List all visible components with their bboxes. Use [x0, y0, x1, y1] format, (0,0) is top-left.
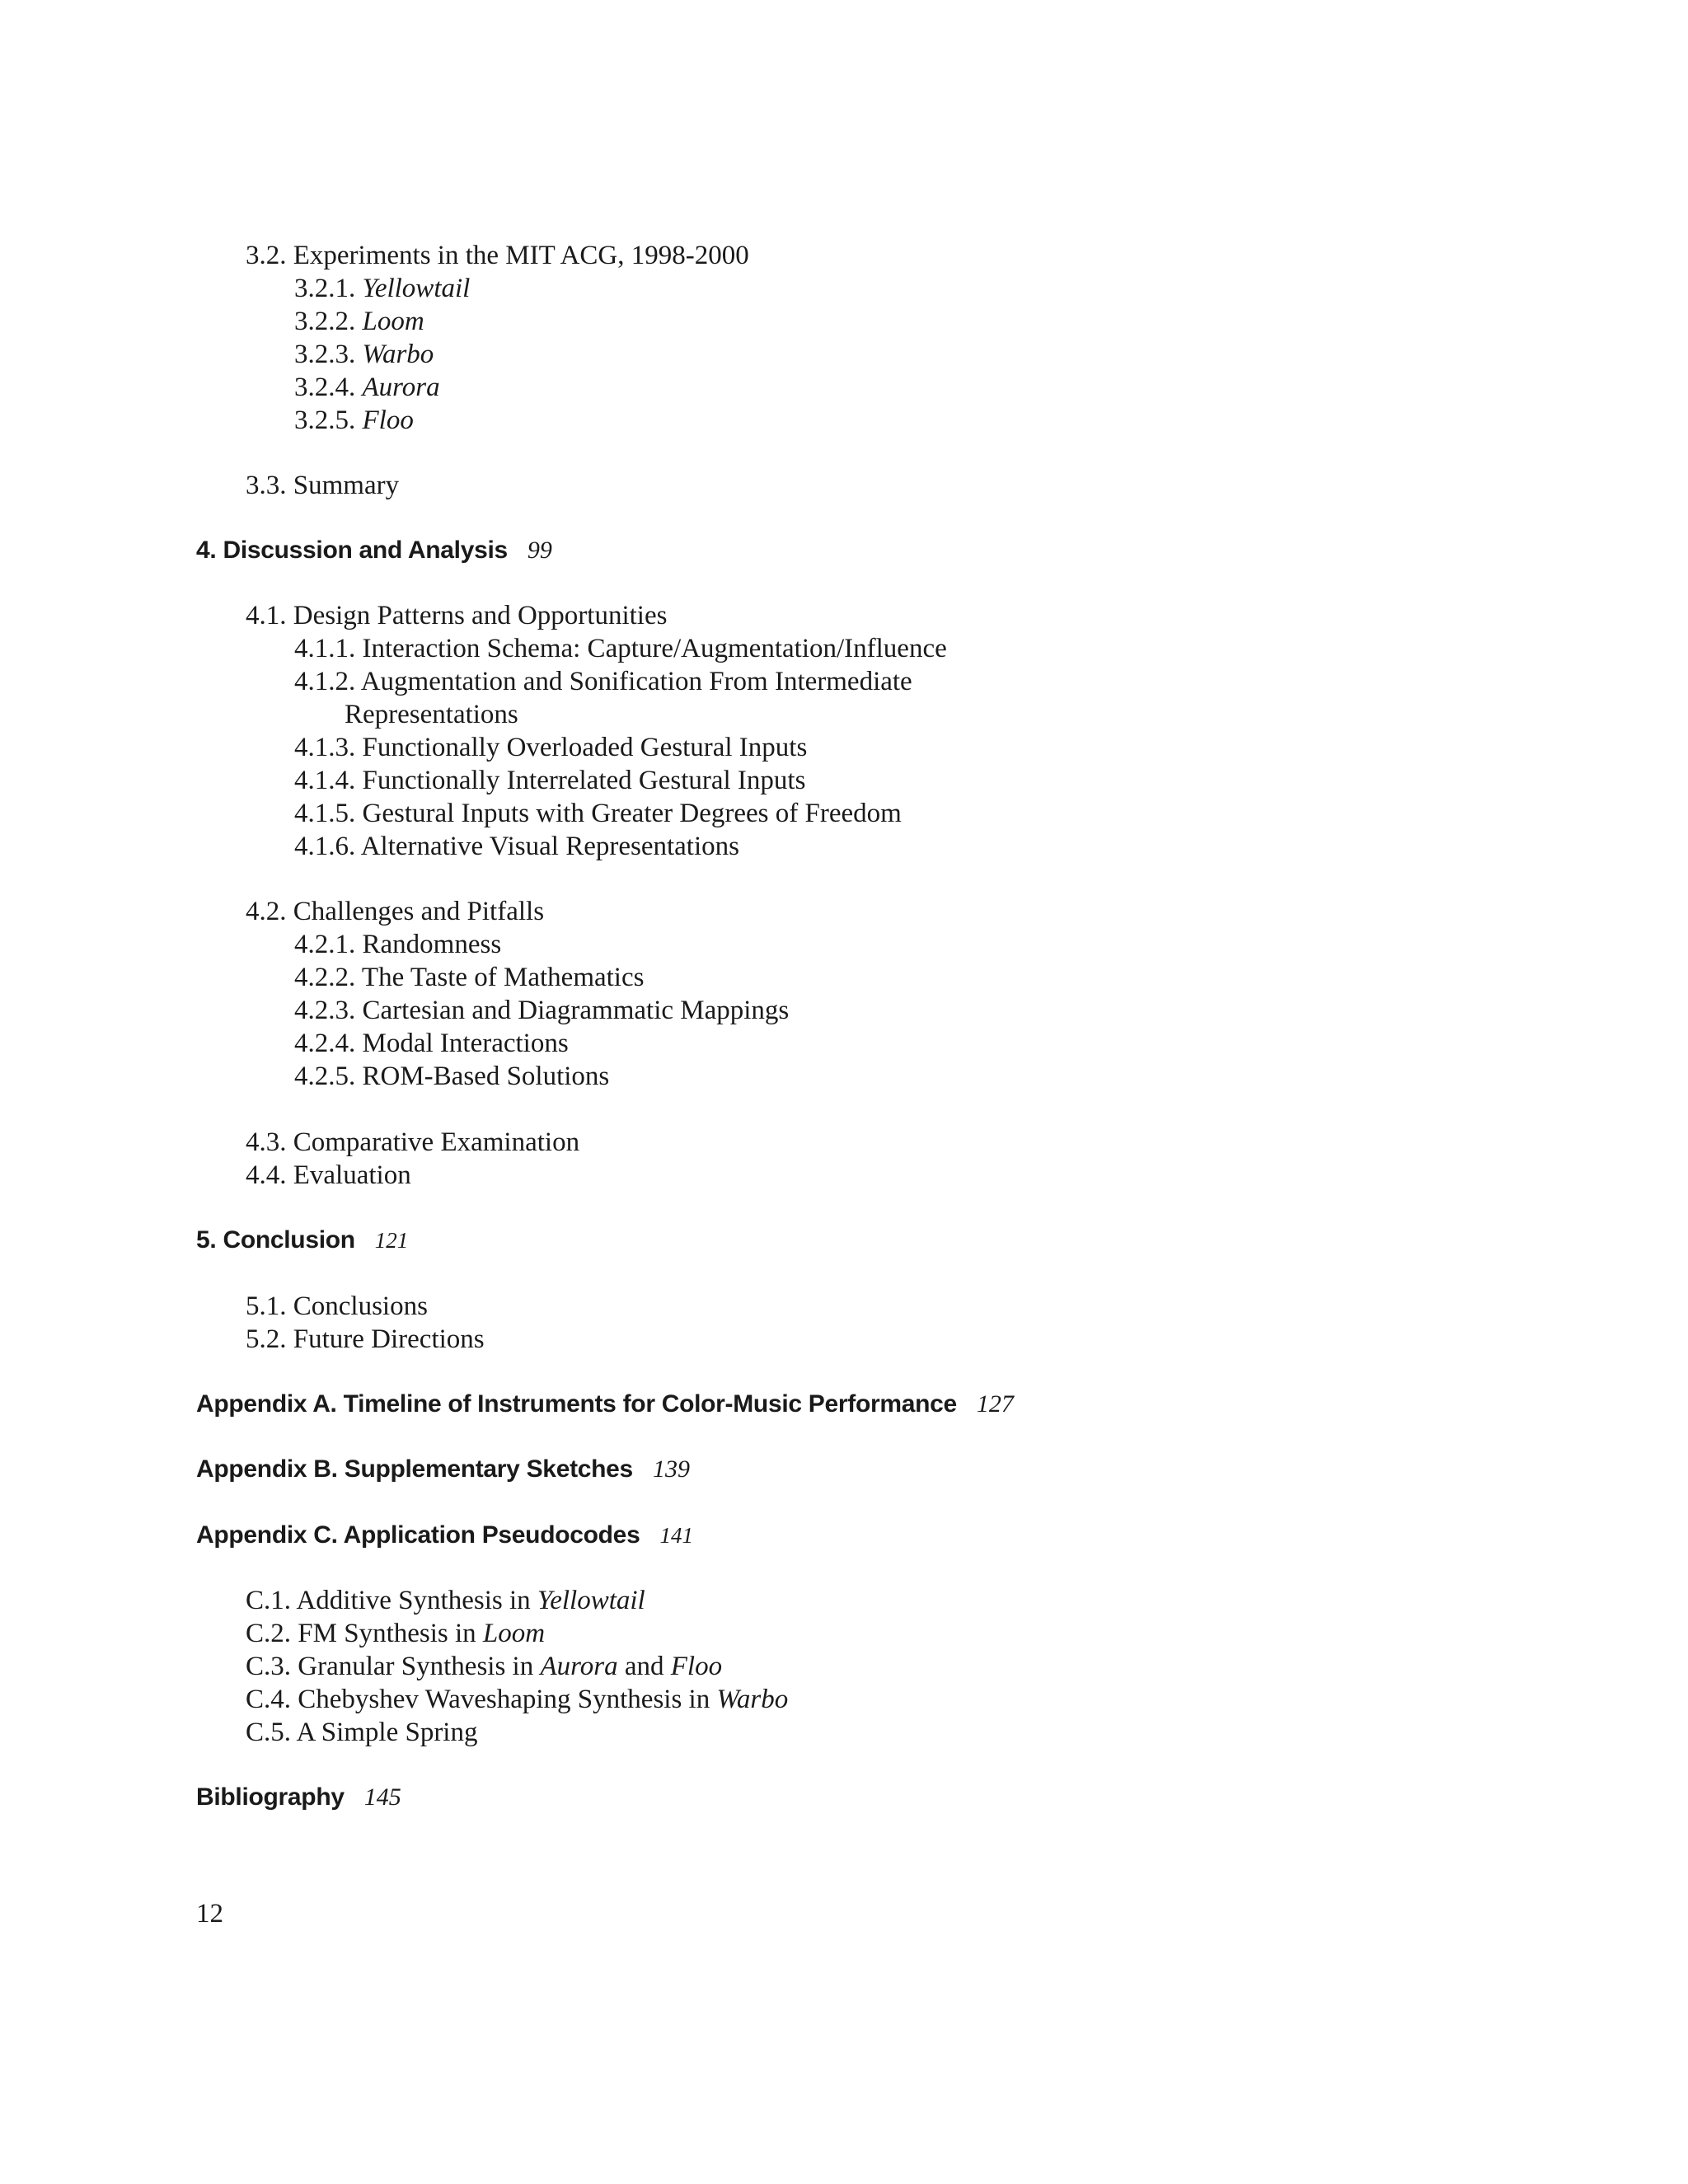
section-number: 4.1.2.: [294, 667, 356, 696]
chapter-title: 4. Discussion and Analysis: [196, 537, 508, 564]
section-number: 4.1.1.: [294, 634, 356, 663]
chapter-title: 5. Conclusion: [196, 1226, 355, 1254]
toc-entry-4-2-4: [294, 1027, 569, 1060]
appendix-title: Appendix C. Application Pseudocodes: [196, 1521, 640, 1549]
section-number: 4.2.5.: [294, 1062, 356, 1091]
section-title: Summary: [293, 471, 400, 500]
section-number: 3.2.4.: [294, 373, 356, 402]
toc-entry-4-2-5: [294, 1060, 609, 1093]
appendix-title: Appendix A. Timeline of Instruments for Color-Music Performance: [196, 1390, 957, 1418]
section-number: C.2.: [246, 1619, 292, 1648]
toc-entry-c-1: [246, 1584, 645, 1617]
section-number: 4.1.5.: [294, 799, 356, 828]
chapter-page-number: 99: [527, 537, 552, 564]
toc-entry-5-1: [246, 1290, 428, 1323]
section-title: Augmentation and Sonification From Intermediate: [360, 667, 912, 696]
section-title: Functionally Interrelated Gestural Inputs: [362, 766, 806, 795]
section-title: Additive Synthesis in: [296, 1586, 537, 1615]
toc-appendix-c: [196, 1519, 693, 1552]
page-number: 12: [196, 1899, 223, 1929]
bibliography-title: Bibliography: [196, 1783, 345, 1811]
toc-entry-5-2: [246, 1323, 485, 1356]
section-title: Future Directions: [293, 1324, 485, 1354]
toc-entry-4-4: [246, 1159, 411, 1192]
section-number: 4.2.3.: [294, 996, 356, 1025]
toc-entry-4-1-1: [294, 632, 947, 665]
toc-entry-4-2-2: [294, 961, 644, 994]
toc-entry-4-1-5: [294, 797, 902, 830]
section-number: 4.2.: [246, 897, 287, 926]
toc-entry-4-1: [246, 599, 667, 632]
appendix-page-number: 141: [659, 1523, 693, 1548]
section-number: C.3.: [246, 1652, 292, 1681]
section-number: 3.2.: [246, 241, 287, 270]
toc-entry-3-2-5: [294, 404, 414, 437]
section-number: C.5.: [246, 1718, 292, 1747]
section-title: Experiments in the MIT ACG, 1998-2000: [293, 241, 749, 270]
section-title: The Taste of Mathematics: [361, 963, 645, 992]
section-number: 4.3.: [246, 1127, 287, 1157]
section-title: Warbo: [362, 340, 434, 369]
appendix-title: Appendix B. Supplementary Sketches: [196, 1455, 633, 1483]
section-title-joiner: and: [617, 1652, 671, 1681]
toc-entry-c-2: [246, 1617, 545, 1650]
section-title-emphasis: Yellowtail: [537, 1586, 645, 1615]
section-title: Chebyshev Waveshaping Synthesis in: [298, 1685, 717, 1714]
toc-entry-4-1-6: [294, 830, 739, 863]
toc-entry-4-1-3: [294, 731, 807, 764]
section-number: C.1.: [246, 1586, 292, 1615]
section-title-emphasis: Warbo: [716, 1685, 789, 1714]
toc-entry-4-1-2: [294, 665, 912, 698]
section-title: Randomness: [362, 930, 502, 959]
section-title: Alternative Visual Representations: [360, 832, 739, 861]
section-number: 4.4.: [246, 1160, 287, 1190]
section-title: Comparative Examination: [293, 1127, 580, 1157]
toc-entry-c-4: [246, 1683, 788, 1716]
toc-entry-4-1-4: [294, 764, 805, 797]
section-number: 4.1.: [246, 601, 287, 630]
section-number: 4.2.2.: [294, 963, 356, 992]
toc-chapter-5: [196, 1224, 408, 1257]
appendix-page-number: 139: [652, 1455, 690, 1483]
toc-chapter-4: [196, 534, 552, 567]
toc-entry-3-3: [246, 469, 399, 502]
toc-bibliography: [196, 1781, 401, 1814]
section-title: Loom: [362, 307, 424, 336]
section-title-emphasis: Floo: [670, 1652, 723, 1681]
section-title: Cartesian and Diagrammatic Mappings: [362, 996, 790, 1025]
section-number: 5.1.: [246, 1291, 287, 1321]
section-title: Conclusions: [293, 1291, 428, 1321]
section-number: 4.2.1.: [294, 930, 356, 959]
section-number: 4.2.4.: [294, 1029, 356, 1058]
section-title: ROM-Based Solutions: [362, 1062, 610, 1091]
section-number: 5.2.: [246, 1324, 287, 1354]
section-number: 3.2.2.: [294, 307, 356, 336]
section-title: A Simple Spring: [296, 1718, 478, 1747]
section-title: Aurora: [362, 373, 440, 402]
toc-entry-4-1-2-continued: [345, 698, 518, 731]
toc-entry-4-3: [246, 1126, 579, 1159]
section-title: Design Patterns and Opportunities: [293, 601, 668, 630]
section-number: 4.1.6.: [294, 832, 356, 861]
appendix-page-number: 127: [976, 1390, 1014, 1418]
toc-entry-3-2-3: [294, 338, 434, 371]
section-number: 4.1.3.: [294, 733, 356, 762]
toc-appendix-b: [196, 1453, 690, 1486]
section-title: FM Synthesis in: [298, 1619, 483, 1648]
section-title: Interaction Schema: Capture/Augmentation/Influence: [362, 634, 947, 663]
section-title: Yellowtail: [362, 274, 471, 303]
section-number: 4.1.4.: [294, 766, 356, 795]
toc-entry-c-5: [246, 1716, 477, 1749]
section-title: Challenges and Pitfalls: [293, 897, 545, 926]
section-title: Gestural Inputs with Greater Degrees of Freedom: [362, 799, 902, 828]
section-number: 3.3.: [246, 471, 287, 500]
section-title-emphasis: Aurora: [540, 1652, 618, 1681]
section-title: Functionally Overloaded Gestural Inputs: [362, 733, 808, 762]
toc-entry-4-2-1: [294, 928, 501, 961]
toc-entry-3-2-2: [294, 305, 424, 338]
section-title-emphasis: Loom: [482, 1619, 546, 1648]
chapter-page-number: 121: [374, 1228, 409, 1253]
toc-entry-3-2: [246, 239, 749, 272]
section-number: C.4.: [246, 1685, 292, 1714]
section-number: 3.2.5.: [294, 405, 356, 435]
section-title: Evaluation: [293, 1160, 411, 1190]
toc-entry-3-2-1: [294, 272, 470, 305]
toc-entry-3-2-4: [294, 371, 440, 404]
section-title: Modal Interactions: [362, 1029, 569, 1058]
section-title: Granular Synthesis in: [298, 1652, 541, 1681]
section-number: 3.2.3.: [294, 340, 356, 369]
toc-entry-c-3: [246, 1650, 722, 1683]
section-title: Floo: [362, 405, 414, 435]
toc-entry-4-2-3: [294, 994, 789, 1027]
toc-entry-4-2: [246, 895, 544, 928]
bibliography-page-number: 145: [363, 1783, 401, 1811]
toc-appendix-a: [196, 1388, 1014, 1421]
section-number: 3.2.1.: [294, 274, 356, 303]
section-title-continued: Representations: [345, 700, 518, 729]
